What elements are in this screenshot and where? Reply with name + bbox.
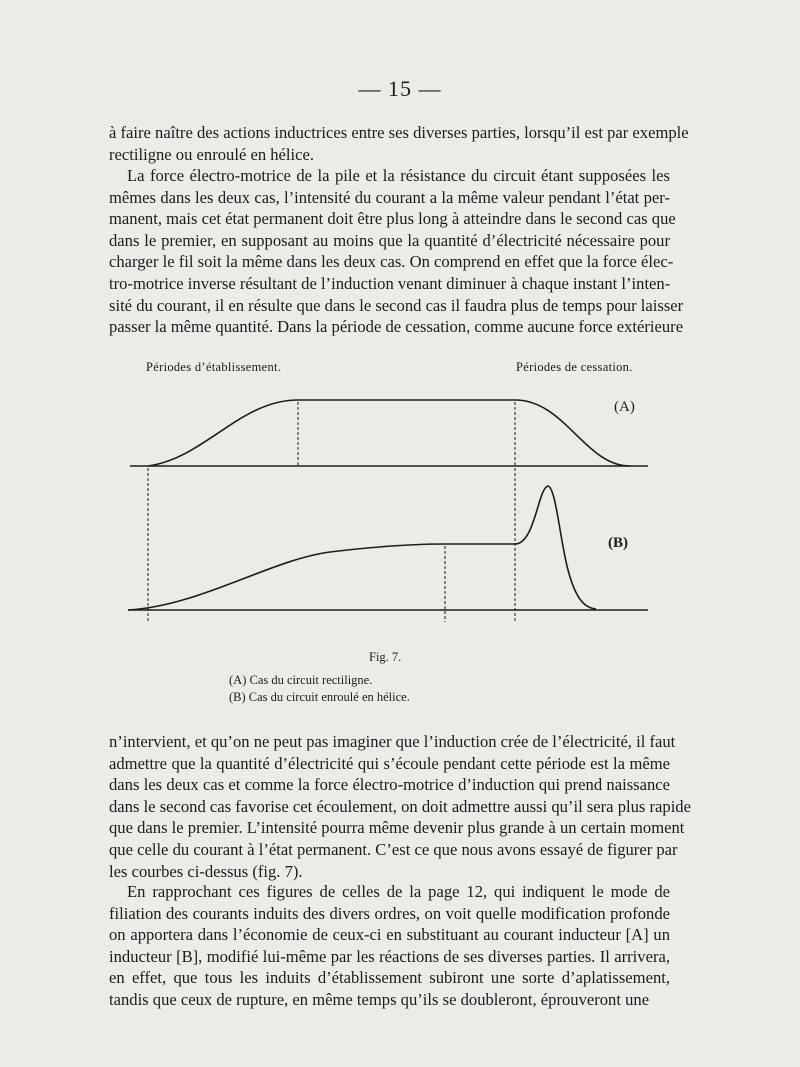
text-line: filiation des courants induits des divers ordres, on voit quelle modification profonde xyxy=(109,903,670,923)
text-line: sité du courant, il en résulte que dans le second cas il faudra plus de temps pour laisser xyxy=(109,295,684,315)
text-line: en effet, que tous les induits d’établissement subiront une sorte d’aplatissement, xyxy=(109,968,670,988)
paragraph-4 xyxy=(109,881,670,1011)
text-line: inducteur [B], modifié lui-même par les réactions de ses diverses parties. Il arrivera, xyxy=(109,946,670,966)
figure-label-cessation: Périodes de cessation. xyxy=(516,360,633,374)
text-line: tandis que ceux de rupture, en même temps qu’ils se doubleront, éprouveront une xyxy=(109,989,650,1009)
curve-a xyxy=(148,400,630,466)
text-line: dans le second cas favorise cet écoulement, on doit admettre aussi qu’il sera plus rapide xyxy=(109,796,691,816)
figure-label-establishment: Périodes d’établissement. xyxy=(146,360,282,374)
text-line: les courbes ci-dessus (fig. 7). xyxy=(109,861,303,881)
curve-a-label: (A) xyxy=(614,399,635,415)
page-number: — 15 — xyxy=(358,76,442,101)
text-line: admettre que la quantité d’électricité qui s’écoule pendant cette période est la même xyxy=(109,753,670,773)
text-line: rectiligne ou enroulé en hélice. xyxy=(109,144,315,164)
figure-title: Fig. 7. xyxy=(369,650,402,664)
text-line: passer la même quantité. Dans la période de cessation, comme aucune force extérieure xyxy=(109,317,684,337)
text-line: charger le fil soit la même dans les deux cas. On comprend en effet que la force élec- xyxy=(109,252,674,272)
text-line: En rapprochant ces figures de celles de la page 12, qui indiquent le mode de xyxy=(127,882,670,901)
text-line: n’intervient, et qu’on ne peut pas imaginer que l’induction crée de l’électricité, il faut xyxy=(109,732,676,751)
curve-b-label: (B) xyxy=(608,535,628,551)
paragraph-3 xyxy=(109,731,691,882)
caption-b: (B) Cas du circuit enroulé en hélice. xyxy=(229,690,410,704)
text-line: on apportera dans l’économie de ceux-ci en substituant au courant inducteur [A] un xyxy=(109,925,670,945)
curve-b xyxy=(128,486,596,610)
text-line: mêmes dans les deux cas, l’intensité du courant a la même valeur pendant l’état per- xyxy=(109,187,670,207)
caption-a: (A) Cas du circuit rectiligne. xyxy=(229,673,373,687)
text-line: à faire naître des actions inductrices entre ses diverses parties, lorsqu’il est par exemple xyxy=(109,123,689,142)
figure-caption xyxy=(229,672,410,706)
text-line: La force électro-motrice de la pile et la résistance du circuit étant supposées les xyxy=(127,166,670,185)
text-line: que dans le premier. L’intensité pourra même devenir plus grande à un certain moment xyxy=(109,818,685,838)
text-line: manent, mais cet état permanent doit être plus long à atteindre dans le second cas que xyxy=(109,209,676,229)
text-line: dans le premier, en supposant au moins que la quantité d’électricité nécessaire pour xyxy=(109,230,670,250)
text-line: dans les deux cas et comme la force électro-motrice d’induction qui prend naissance xyxy=(109,775,670,795)
text-line: tro-motrice inverse résultant de l’induction venant diminuer à chaque instant l’inten- xyxy=(109,273,671,293)
text-line: que celle du courant à l’état permanent. C’est ce que nous avons essayé de figurer par xyxy=(109,839,678,859)
